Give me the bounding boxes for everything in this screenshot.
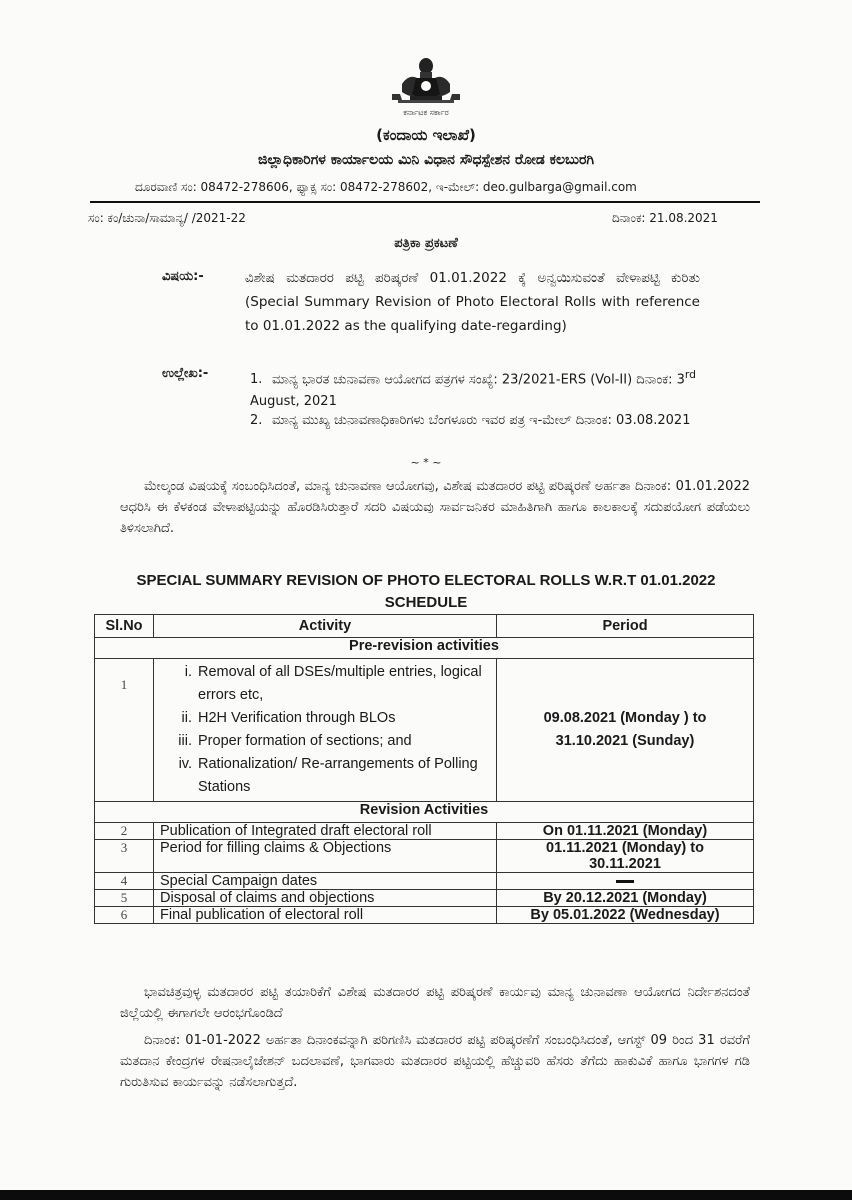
row-period <box>497 659 754 802</box>
row-period <box>497 873 754 890</box>
row-activity <box>154 659 497 802</box>
header-period: Period <box>497 615 754 638</box>
period-line: 31.10.2021 (Sunday) <box>555 733 695 749</box>
table-row <box>95 840 754 873</box>
contact-line: ದೂರವಾಣಿ ಸಂ: 08472-278606, ಫ್ಯಾಕ್ಸ ಸಂ: 08472-278602, ಇ-ಮೇಲ್: deo.gulbarga@gmail.com <box>135 180 637 194</box>
reference-number: ಸಂ: ಕಂ/ಚುನಾ/ಸಾಮಾನ್ಯ/ /2021-22 <box>88 211 246 225</box>
row-sl: 2 <box>95 823 154 840</box>
row-period: By 05.01.2022 (Wednesday) <box>497 907 754 924</box>
department-heading: (ಕಂದಾಯ ಇಲಾಖೆ) <box>376 126 476 144</box>
row-sl: 5 <box>95 890 154 907</box>
reference-text: ಮಾನ್ಯ ಮುಖ್ಯ ಚುನಾವಣಾಧಿಕಾರಿಗಳು ಬೆಂಗಳೂರು ಇವರ ಪತ್ರ ಇ-ಮೇಲ್ ದಿನಾಂಕ: 03.08.2021 <box>272 413 691 428</box>
pre-revision-heading: Pre-revision activities <box>95 638 754 659</box>
list-marker: iii. <box>178 733 192 749</box>
row-activity: Disposal of claims and objections <box>154 890 497 907</box>
emblem-caption: ಕರ್ನಾಟಕ ಸರ್ಕಾರ <box>403 108 449 117</box>
table-section-row <box>95 638 754 659</box>
reference-text: ಮಾನ್ಯ ಭಾರತ ಚುನಾವಣಾ ಆಯೋಗದ ಪತ್ರಗಳ ಸಂಖ್ಯೆ: 23/2021-ERS (Vol-II) ದಿನಾಂಕ: 3 <box>272 372 685 388</box>
table-section-row <box>95 802 754 823</box>
references-label: ಉಲ್ಲೇಖ:- <box>162 366 209 381</box>
header-sl: Sl.No <box>95 615 154 638</box>
office-address: ಜಿಲ್ಲಾಧಿಕಾರಿಗಳ ಕಾರ್ಯಾಲಯ ಮಿನಿ ವಿಧಾನ ಸೌಧಸ್ಪೇಶನ ರೋಡ ಕಲಬುರಗಿ <box>257 152 595 168</box>
reference-item <box>250 364 710 413</box>
reference-number-label: 2. <box>250 413 263 428</box>
reference-item <box>250 410 710 432</box>
schedule-subtitle: SCHEDULE <box>384 594 468 611</box>
list-text: Rationalization/ Re-arrangements of Polling Stations <box>198 756 478 795</box>
row-activity: Special Campaign dates <box>154 873 497 890</box>
list-item <box>168 707 490 730</box>
reference-superscript: rd <box>684 368 697 381</box>
schedule-title-line: SPECIAL SUMMARY REVISION OF PHOTO ELECTORAL ROLLS W.R.T 01.01.2022 <box>136 572 716 589</box>
document-date: ದಿನಾಂಕ: 21.08.2021 <box>612 211 718 225</box>
schedule-table <box>94 614 754 924</box>
list-marker: ii. <box>181 710 192 726</box>
press-note-heading: ಪತ್ರಿಕಾ ಪ್ರಕಟಣೆ <box>394 236 458 251</box>
row-activity: Publication of Integrated draft electoral roll <box>154 823 497 840</box>
table-row <box>95 890 754 907</box>
table-row <box>95 659 754 802</box>
dash-mark <box>616 880 634 883</box>
row-sl: 1 <box>95 659 154 802</box>
row-period: By 20.12.2021 (Monday) <box>497 890 754 907</box>
table-row <box>95 873 754 890</box>
reference-number-label: 1. <box>250 372 263 388</box>
scan-bottom-edge <box>0 1190 852 1200</box>
header-divider <box>90 201 760 203</box>
header-activity: Activity <box>154 615 497 638</box>
pre-revision-list <box>160 659 490 801</box>
list-item <box>168 661 490 707</box>
body-paragraph-3: ದಿನಾಂಕ: 01-01-2022 ಅರ್ಹತಾ ದಿನಾಂಕವನ್ನಾಗಿ ಪರಿಗಣಿಸಿ ಮತದಾರರ ಪಟ್ಟಿ ಪರಿಷ್ಕರಣೆಗೆ ಸಂಬಂಧಿಸಿದಂತೆ, ಆಗಸ್ಟ್ 09 ರಿಂದ 31 ರವರೆಗೆ ಮತದಾನ ಕೇಂದ್ರಗಳ ರೇಷನಾಲೈಜೇಶನ್ ಬದಲಾವಣೆ, ಭಾಗವಾರು ಮತದಾರರ ಪಟ್ಟಿಯಲ್ಲಿ ಹೆಚ್ಚುವರಿ ಹೆಸರು ತೆಗೆದು ಹಾಕುವಿಕೆ ಹಾಗೂ ಭಾಗಗಳ ಗಡಿ ಗುರುತಿಸುವ ಕಾರ್ಯವನ್ನು ನಡೆಸಲಾಗುತ್ತದೆ. <box>120 1033 750 1090</box>
row-period: On 01.11.2021 (Monday) <box>497 823 754 840</box>
body-paragraph-2: ಭಾವಚಿತ್ರವುಳ್ಳ ಮತದಾರರ ಪಟ್ಟಿ ತಯಾರಿಕೆಗೆ ವಿಶೇಷ ಮತದಾರರ ಪಟ್ಟಿ ಪರಿಷ್ಕರಣೆ ಕಾರ್ಯವು ಮಾನ್ಯ ಚುನಾವಣಾ ಆಯೋಗದ ನಿರ್ದೇಶನದಂತೆ ಜಿಲ್ಲೆಯಲ್ಲಿ ಈಗಾಗಲೇ ಆರಂಭಗೊಂಡಿದೆ <box>120 985 750 1021</box>
row-activity: Period for filling claims & Objections <box>154 840 497 873</box>
table-row <box>95 823 754 840</box>
separator: ~ * ~ <box>410 456 442 469</box>
list-text: Removal of all DSEs/multiple entries, logical errors etc, <box>198 664 482 703</box>
list-text: Proper formation of sections; and <box>198 733 412 749</box>
table-header-row <box>95 615 754 638</box>
list-marker: iv. <box>178 756 192 772</box>
schedule-title <box>0 570 852 614</box>
row-activity: Final publication of electoral roll <box>154 907 497 924</box>
row-sl: 6 <box>95 907 154 924</box>
period-line: 09.08.2021 (Monday ) to <box>543 710 707 726</box>
row-sl: 4 <box>95 873 154 890</box>
period-line: 01.11.2021 (Monday) to <box>546 840 704 856</box>
revision-heading: Revision Activities <box>95 802 754 823</box>
list-text: H2H Verification through BLOs <box>198 710 396 726</box>
body-paragraph-1: ಮೇಲ್ಕಂಡ ವಿಷಯಕ್ಕೆ ಸಂಬಂಧಿಸಿದಂತೆ, ಮಾನ್ಯ ಚುನಾವಣಾ ಆಯೋಗವು, ವಿಶೇಷ ಮತದಾರರ ಪಟ್ಟಿ ಪರಿಷ್ಕರಣೆ ಅರ್ಹತಾ ದಿನಾಂಕ: 01.01.2022 ಆಧರಿಸಿ ಈ ಕೆಳಕಂಡ ವೇಳಾಪಟ್ಟಿಯನ್ನು ಹೊರಡಿಸಿರುತ್ತಾರೆ ಸದರಿ ವಿಷಯವು ಸಾರ್ವಜನಿಕರ ಮಾಹಿತಿಗಾಗಿ ಹಾಗೂ ಕಾಲಕಾಲಕ್ಕೆ ಸದುಪಯೋಗ ಪಡೆಯಲು ತಿಳಿಸಲಾಗಿದೆ. <box>120 479 750 536</box>
subject-label: ವಿಷಯ:- <box>162 269 204 284</box>
list-item <box>168 730 490 753</box>
list-item <box>168 753 490 799</box>
subject-text: ವಿಶೇಷ ಮತದಾರರ ಪಟ್ಟಿ ಪರಿಷ್ಕರಣೆ 01.01.2022 ಕ್ಕೆ ಅನ್ವಯಿಸುವಂತೆ ವೇಳಾಪಟ್ಟಿ ಕುರಿತು (Special Summary Revision of Photo Electoral Rolls with reference to 01.01.2022 as the qualifying date-regarding) <box>245 270 700 334</box>
period-line: 30.11.2021 <box>589 856 661 872</box>
row-sl: 3 <box>95 840 154 873</box>
row-period <box>497 840 754 873</box>
list-marker: i. <box>184 664 192 680</box>
reference-tail: August, 2021 <box>250 394 337 410</box>
table-row <box>95 907 754 924</box>
